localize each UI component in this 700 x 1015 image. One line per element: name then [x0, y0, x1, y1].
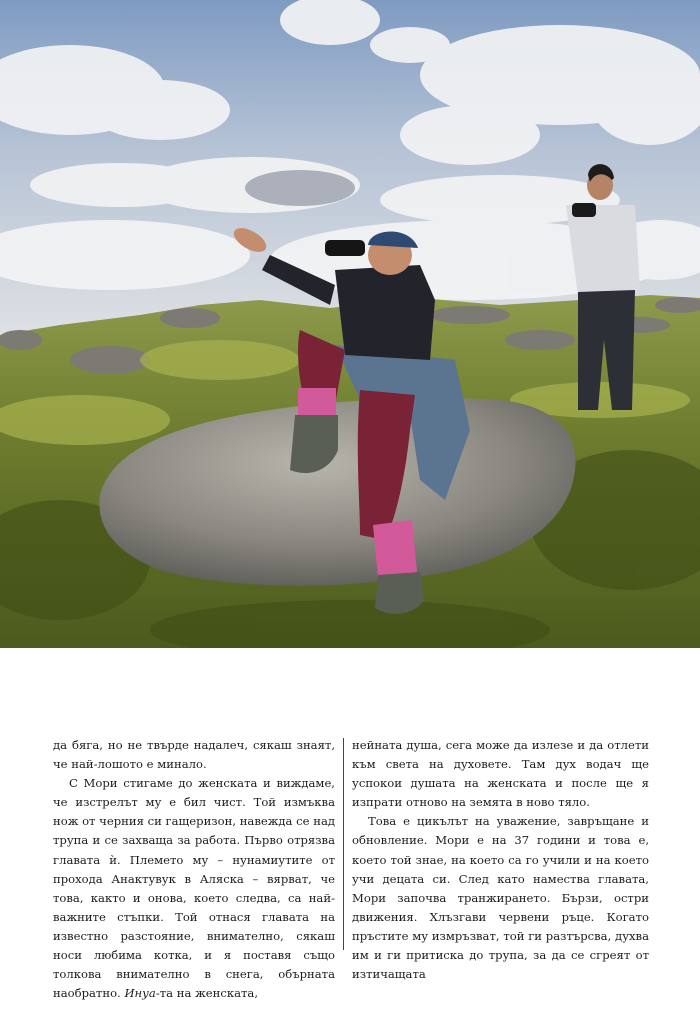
left-paragraph-2-start: С Мори стигаме до женската и виждаме, че изстрелът му е бил чист. Той измъква нож от черния си гащеризон, навежда се над трупа и се захваща за работа. Първо отрязва главата ѝ. Племето му – нунамиутите от прохода Анактувук в Аляска – вярват, че това, както и онова, което следва, са най-важните стъпки. Той отнася главата на известно разстояние, внимателно, сякаш носи любима котка, и я поставя също толкова внимателно в снега, обърната наобратно.: [53, 776, 335, 1001]
right-paragraph-2: Това е цикълът на уважение, завръщане и обновление. Мори е на 37 години и това е, което той знае, на което са го учили и на което учи децата си. След като намества главата, Мори започва транжирането. Бързи, остри движения. Хлъзгави червени ръце. Когато пръстите му измръзват, той ги разтърсва, духва им и ги притиска до трупа, за да се сгреят от изтичащата: [352, 814, 649, 982]
right-column: [352, 736, 649, 984]
article-body: [53, 736, 649, 1001]
left-paragraph-2-end: -та на женската,: [155, 986, 258, 1001]
inua-term: Инуа: [124, 986, 156, 1001]
left-paragraph-2: [53, 774, 335, 1003]
column-divider: [343, 738, 344, 950]
right-paragraph-1: нейната душа, сега може да излезе и да отлети към света на духовете. Там дух водач ще успокои душата на женската и после ще я изпрати отново на земята в ново тяло.: [352, 738, 649, 810]
left-paragraph-1: да бяга, но не твърде надалеч, сякаш знаят, че най-лошото е минало.: [53, 738, 335, 772]
left-column: [53, 736, 335, 1003]
